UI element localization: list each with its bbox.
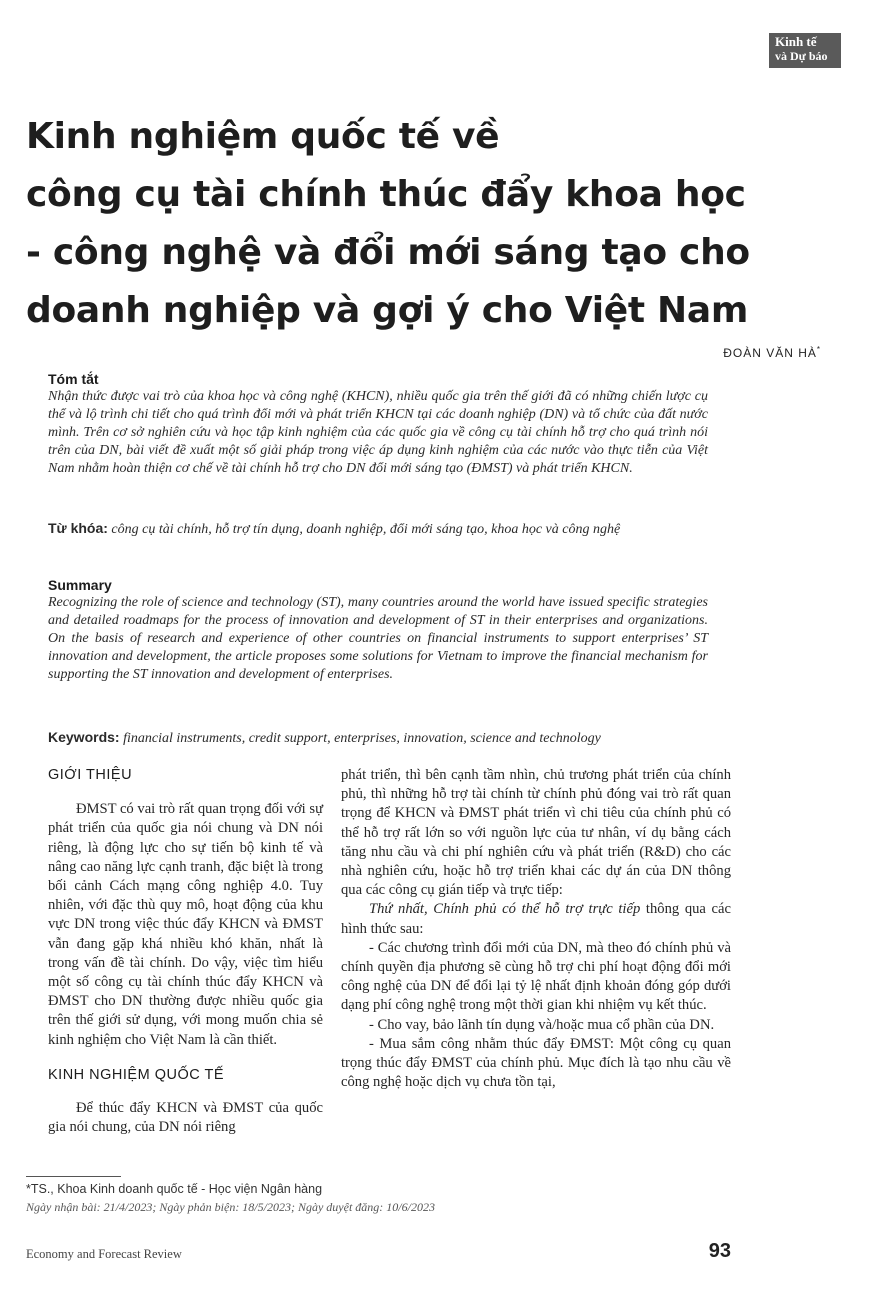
keywords-text: công cụ tài chính, hỗ trợ tín dụng, doanh nghiệp, đổi mới sáng tạo, khoa học và công nghệ bbox=[111, 522, 621, 537]
body-paragraph: Thứ nhất, Chính phủ có thể hỗ trợ trực tiếp thông qua các hình thức sau: bbox=[341, 901, 731, 937]
author-footnote-mark: * bbox=[816, 345, 821, 354]
body-paragraph: phát triển, thì bên cạnh tầm nhìn, chủ trương phát triển của chính phủ, thì những hỗ trợ tài chính từ chính phủ đóng vai trò rất quan trọng để KHCN và ĐMST phát triển vì chi tiêu của chính phủ có thể hỗ trợ rất lớn so với nguồn lực của tư nhân, ví dụ bằng cách tăng nhu cầu và chi phí nghiên cứu và phát triển (R&D) cho các nhà nghiên cứu, hoặc hỗ trợ triển khai các dự án của DN thông qua các công cụ gián tiếp và trực tiếp: bbox=[341, 767, 731, 899]
abstract-vietnamese bbox=[48, 370, 708, 478]
footnote-dates: Ngày nhận bài: 21/4/2023; Ngày phản biện: 18/5/2023; Ngày duyệt đăng: 10/6/2023 bbox=[26, 1200, 435, 1214]
title-line: công cụ tài chính thúc đẩy khoa học bbox=[26, 174, 746, 215]
footer-journal-name: Economy and Forecast Review bbox=[26, 1247, 182, 1261]
keywords-label: Từ khóa: bbox=[48, 520, 108, 536]
summary-heading: Summary bbox=[48, 577, 112, 593]
list-item: - Các chương trình đổi mới của DN, mà theo đó chính phủ và chính quyền địa phương sẽ cùng hỗ trợ chi phí hoạt động đổi mới công nghệ của DN để đổi lại tỷ lệ nhất định khoản đóng góp dưới dạng phí công nghệ trong một thời gian khi nhiệm vụ kết thúc. bbox=[341, 939, 731, 1014]
title-line: Kinh nghiệm quốc tế về bbox=[26, 116, 500, 157]
abstract-heading: Tóm tắt bbox=[48, 371, 99, 387]
experience-paragraph: Để thúc đẩy KHCN và ĐMST của quốc gia nói chung, của DN nói riêng bbox=[48, 1100, 323, 1136]
logo-line-2: và Dự báo bbox=[775, 49, 828, 63]
footnote-affiliation: *TS., Khoa Kinh doanh quốc tế - Học viện Ngân hàng bbox=[26, 1182, 323, 1196]
keywords-label: Keywords: bbox=[48, 729, 120, 745]
intro-paragraph: ĐMST có vai trò rất quan trọng đối với sự phát triển của quốc gia nói chung và DN nói riêng, là động lực cho sự tiến bộ kinh tế và nâng cao năng lực cạnh tranh, đặc biệt là trong bối cảnh Cách mạng công nghiệp 4.0. Tuy nhiên, với đặc thù quy mô, hoạt động của khu vực DN trong việc thúc đẩy KHCN và ĐMST vẫn đang gặp khá nhiều khó khăn, nhất là trong vấn đề tài chính. Do vậy, việc tìm hiểu một số công cụ tài chính thúc đẩy KHCN và ĐMST cho DN thường được nhiều quốc gia trên thế giới sử dụng, với mong muốn chia sẻ kinh nghiệm cho Việt Nam là cần thiết. bbox=[48, 801, 323, 1048]
list-item: - Mua sắm công nhằm thúc đẩy ĐMST: Một công cụ quan trọng thúc đẩy ĐMST của chính phủ. Mục đích là tạo nhu cầu về công nghệ hoặc dịch vụ chưa tồn tại, bbox=[341, 1035, 731, 1091]
page-number: 93 bbox=[708, 1240, 731, 1262]
logo-line-1: Kinh tế bbox=[775, 34, 817, 49]
summary-text: Recognizing the role of science and technology (ST), many countries around the world have issued specific strategies and detailed roadmaps for the process of innovation and development of ST in their enterprises and organizations. On the basis of research and experience of other countries on financial instruments to support enterprises’ ST innovation and development, the article proposes some solutions for Vietnam to improve the financial mechanism for supporting the ST innovation and development of enterprises. bbox=[48, 595, 708, 682]
emphasis-text: Thứ nhất, Chính phủ có thể hỗ trợ trực tiếp bbox=[369, 901, 641, 918]
section-heading-introduction: GIỚI THIỆU bbox=[48, 767, 133, 783]
article-title bbox=[26, 108, 750, 340]
abstract-text: Nhận thức được vai trò của khoa học và công nghệ (KHCN), nhiều quốc gia trên thế giới đã có những chiến lược cụ thể và lộ trình chi tiết cho quá trình đổi mới và phát triển KHCN tại các doanh nghiệp (DN) và tổ chức của đất nước mình. Trên cơ sở nghiên cứu và học tập kinh nghiệm của các quốc gia về công cụ tài chính hỗ trợ cho quá trình nói trên của DN, bài viết đề xuất một số giải pháp trong việc áp dụng kinh nghiệm của các nước vào thực tiễn của Việt Nam nhằm hoàn thiện cơ chế về tài chính hỗ trợ cho DN đổi mới sáng tạo (ĐMST) và phát triển KHCN. bbox=[48, 389, 708, 476]
left-column bbox=[48, 766, 323, 1137]
list-item: - Cho vay, bảo lãnh tín dụng và/hoặc mua cổ phần của DN. bbox=[369, 1016, 715, 1033]
title-line: - công nghệ và đổi mới sáng tạo cho bbox=[26, 232, 750, 273]
keywords-english bbox=[48, 728, 708, 748]
author-name: ĐOÀN VĂN HÀ* bbox=[723, 345, 821, 360]
summary-english bbox=[48, 576, 708, 684]
journal-logo bbox=[769, 33, 841, 68]
right-column bbox=[341, 766, 731, 1092]
keywords-text: financial instruments, credit support, enterprises, innovation, science and technology bbox=[123, 731, 601, 746]
section-heading-international-experience: KINH NGHIỆM QUỐC TẾ bbox=[48, 1066, 224, 1083]
title-line: doanh nghiệp và gợi ý cho Việt Nam bbox=[26, 290, 749, 331]
keywords-vietnamese bbox=[48, 519, 708, 539]
footnote-divider bbox=[26, 1176, 121, 1177]
